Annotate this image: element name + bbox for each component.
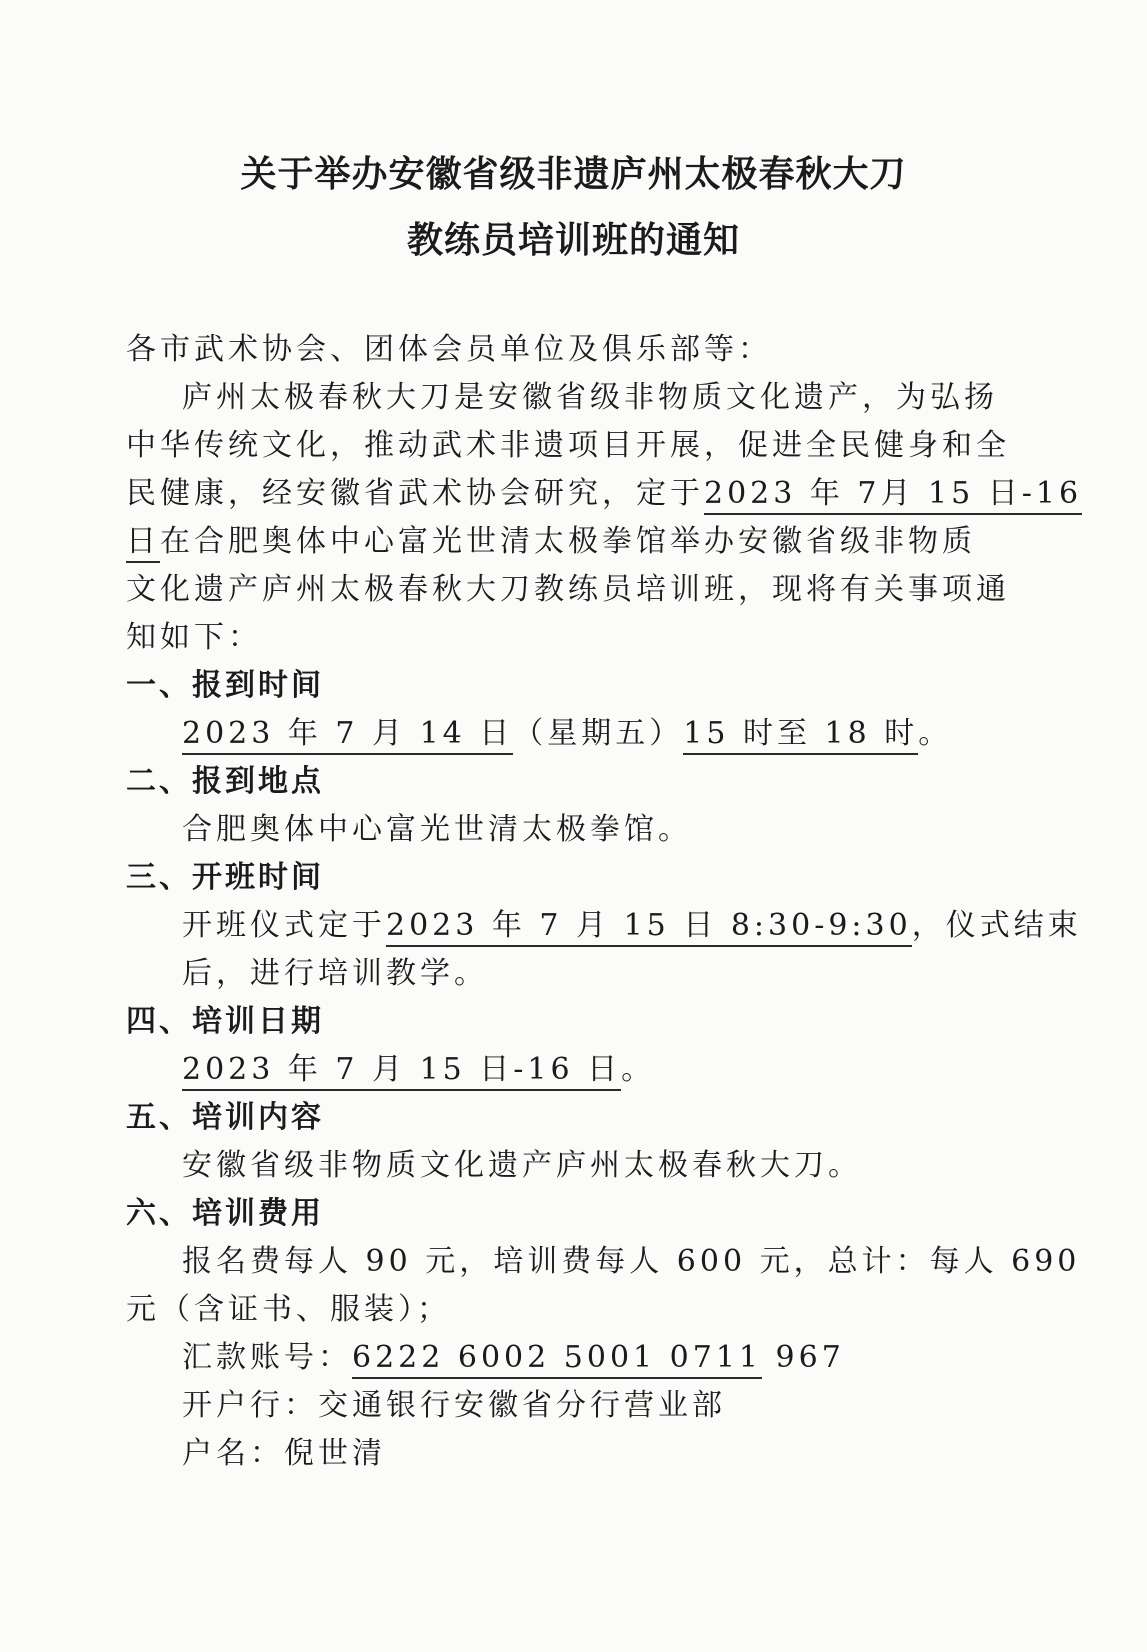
section-4-body (182, 1050, 655, 1090)
intro-line-6: 知如下： (126, 620, 262, 655)
section-3-prefix: 开班仪式定于 (182, 908, 386, 943)
section-2-body: 合肥奥体中心富光世清太极拳馆。 (182, 812, 692, 847)
title-line-2: 教练员培训班的通知 (406, 219, 740, 261)
intro-line-3-text: 民健康，经安徽省武术协会研究，定于 (126, 476, 704, 511)
checkin-time: 15 时至 18 时 (683, 716, 918, 755)
account-number-tail: 967 (762, 1340, 845, 1375)
intro-line-3 (126, 474, 1082, 514)
account-number-line (182, 1338, 845, 1378)
account-number-underlined: 6222 6002 5001 0711 (352, 1340, 762, 1379)
intro-day-underlined: 日 (126, 524, 160, 563)
section-2-heading: 二、报到地点 (126, 764, 324, 799)
intro-line-4-text: 在合肥奥体中心富光世清太极拳馆举办安徽省级非物质 (160, 524, 976, 559)
section-3-line-2: 后，进行培训教学。 (182, 956, 488, 991)
account-name-line: 户名：倪世清 (182, 1436, 386, 1471)
fee-line-1: 报名费每人 90 元，培训费每人 600 元，总计：每人 690 (182, 1244, 1081, 1279)
section-1-end: 。 (918, 716, 953, 751)
section-4-heading: 四、培训日期 (126, 1004, 324, 1039)
section-4-end: 。 (621, 1052, 656, 1087)
intro-line-5: 文化遗产庐州太极春秋大刀教练员培训班，现将有关事项通 (126, 572, 1010, 607)
intro-line-4 (126, 522, 976, 562)
checkin-date: 2023 年 7 月 14 日 (182, 716, 513, 755)
opening-time: 2023 年 7 月 15 日 8:30-9:30 (386, 908, 912, 947)
section-6-heading: 六、培训费用 (126, 1196, 324, 1231)
account-label: 汇款账号： (182, 1340, 352, 1375)
title-line-1: 关于举办安徽省级非遗庐州太极春秋大刀 (240, 153, 907, 195)
salutation: 各市武术协会、团体会员单位及俱乐部等： (126, 332, 772, 367)
section-1-body (182, 714, 952, 754)
section-3-body (182, 906, 1082, 946)
fee-line-2: 元（含证书、服装）； (126, 1292, 451, 1327)
bank-line: 开户行：交通银行安徽省分行营业部 (182, 1388, 726, 1423)
section-3-heading: 三、开班时间 (126, 860, 324, 895)
intro-date-underlined: 2023 年 7月 15 日-16 (704, 476, 1082, 515)
checkin-weekday: （星期五） (513, 716, 684, 751)
section-1-heading: 一、报到时间 (126, 668, 324, 703)
section-3-suffix: ，仪式结束 (911, 908, 1082, 943)
intro-line-1: 庐州太极春秋大刀是安徽省级非物质文化遗产，为弘扬 (182, 380, 998, 415)
training-dates: 2023 年 7 月 15 日-16 日 (182, 1052, 621, 1091)
intro-line-2: 中华传统文化，推动武术非遗项目开展，促进全民健身和全 (126, 428, 1010, 463)
section-5-body: 安徽省级非物质文化遗产庐州太极春秋大刀。 (182, 1148, 862, 1183)
section-5-heading: 五、培训内容 (126, 1100, 324, 1135)
